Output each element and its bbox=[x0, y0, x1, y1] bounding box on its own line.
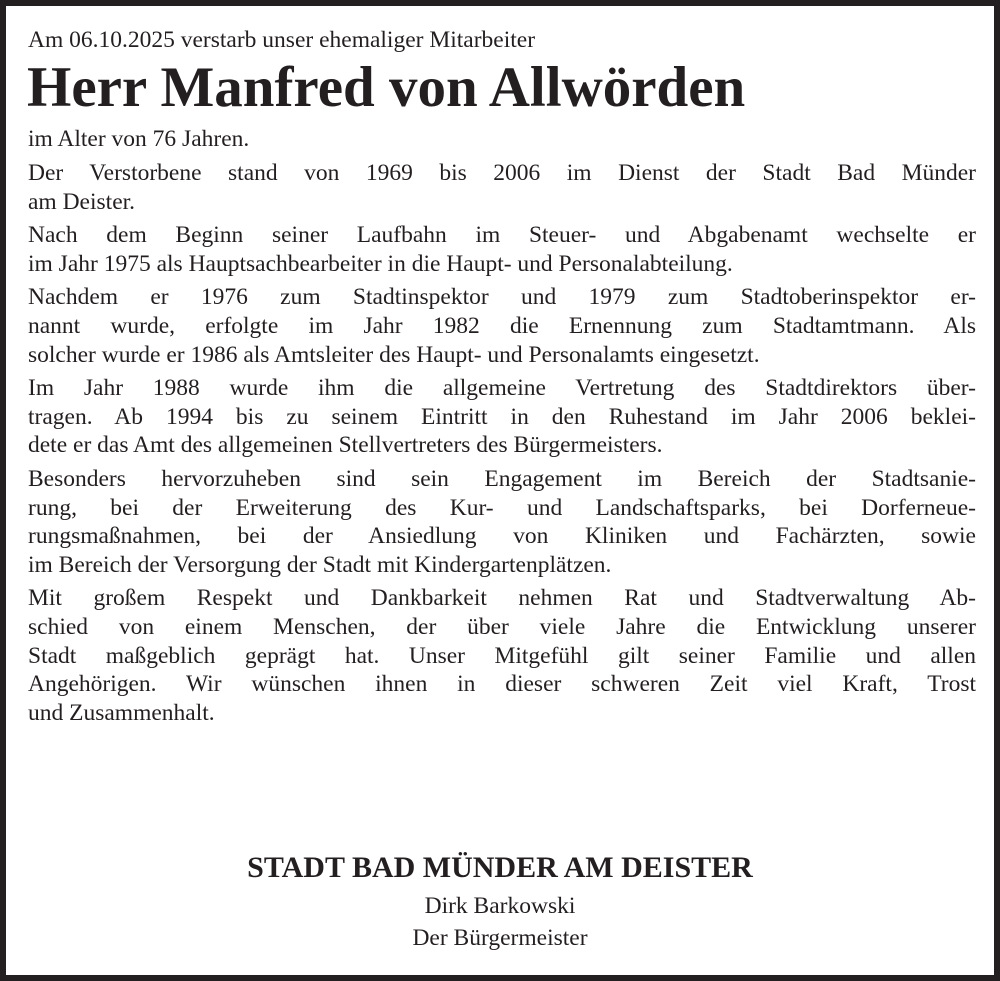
deceased-name: Herr Manfred von Allwörden bbox=[27, 56, 746, 119]
signer-role: Der Bürgermeister bbox=[412, 925, 588, 951]
signature-block bbox=[6, 849, 994, 953]
paragraph-deputy bbox=[28, 374, 976, 460]
text-line: Angehörigen. Wir wünschen ihnen in dieser schweren Zeit viel Kraft, Trost bbox=[28, 671, 976, 698]
text-line: tragen. Ab 1994 bis zu seinem Eintritt in den Ruhestand im Jahr 2006 beklei- bbox=[28, 403, 976, 430]
text-line: solcher wurde er 1986 als Amtsleiter des Haupt- und Personalamts eingesetzt. bbox=[28, 341, 760, 368]
text-line: Besonders hervorzuheben sind sein Engagement im Bereich der Stadtsanie- bbox=[28, 465, 976, 492]
text-line: und Zusammenhalt. bbox=[28, 699, 215, 726]
text-line: dete er das Amt des allgemeinen Stellvertreters des Bürgermeisters. bbox=[28, 432, 663, 459]
paragraph-promotions bbox=[28, 283, 976, 369]
paragraph-career-start bbox=[28, 221, 976, 278]
text-line: Stadt maßgeblich geprägt hat. Unser Mitgefühl gilt seiner Familie und allen bbox=[28, 642, 976, 669]
text-line: rungsmaßnahmen, bei der Ansiedlung von Kliniken und Fachärzten, sowie bbox=[28, 523, 976, 550]
text-line: Nach dem Beginn seiner Laufbahn im Steuer- und Abgabenamt wechselte er bbox=[28, 222, 976, 249]
text-line: Nachdem er 1976 zum Stadtinspektor und 1979 zum Stadtoberinspektor er- bbox=[28, 284, 976, 311]
text-line: im Bereich der Versorgung der Stadt mit Kindergartenplätzen. bbox=[28, 551, 612, 578]
text-line: im Jahr 1975 als Hauptsachbearbeiter in die Haupt- und Personalabteilung. bbox=[28, 250, 733, 277]
text-line: Im Jahr 1988 wurde ihm die allgemeine Vertretung des Stadtdirektors über- bbox=[28, 375, 976, 402]
paragraph-achievements bbox=[28, 465, 976, 579]
paragraph-service bbox=[28, 159, 976, 216]
text-line: rung, bei der Erweiterung des Kur- und Landschaftsparks, bei Dorferneue- bbox=[28, 494, 976, 521]
paragraph-condolences bbox=[28, 584, 976, 727]
text-line: Mit großem Respekt und Dankbarkeit nehmen Rat und Stadtverwaltung Ab- bbox=[28, 585, 976, 612]
text-line: nannt wurde, erfolgte im Jahr 1982 die Ernennung zum Stadtamtmann. Als bbox=[28, 312, 976, 339]
signer-name: Dirk Barkowski bbox=[424, 893, 576, 919]
organization-name: STADT BAD MÜNDER AM DEISTER bbox=[247, 851, 753, 884]
text-line: schied von einem Menschen, der über viele Jahre die Entwicklung unserer bbox=[28, 613, 976, 640]
age-line: im Alter von 76 Jahren. bbox=[28, 126, 250, 152]
text-line: am Deister. bbox=[28, 188, 136, 215]
intro-line: Am 06.10.2025 verstarb unser ehemaliger Mitarbeiter bbox=[28, 27, 536, 53]
text-line: Der Verstorbene stand von 1969 bis 2006 im Dienst der Stadt Bad Münder bbox=[28, 160, 976, 186]
